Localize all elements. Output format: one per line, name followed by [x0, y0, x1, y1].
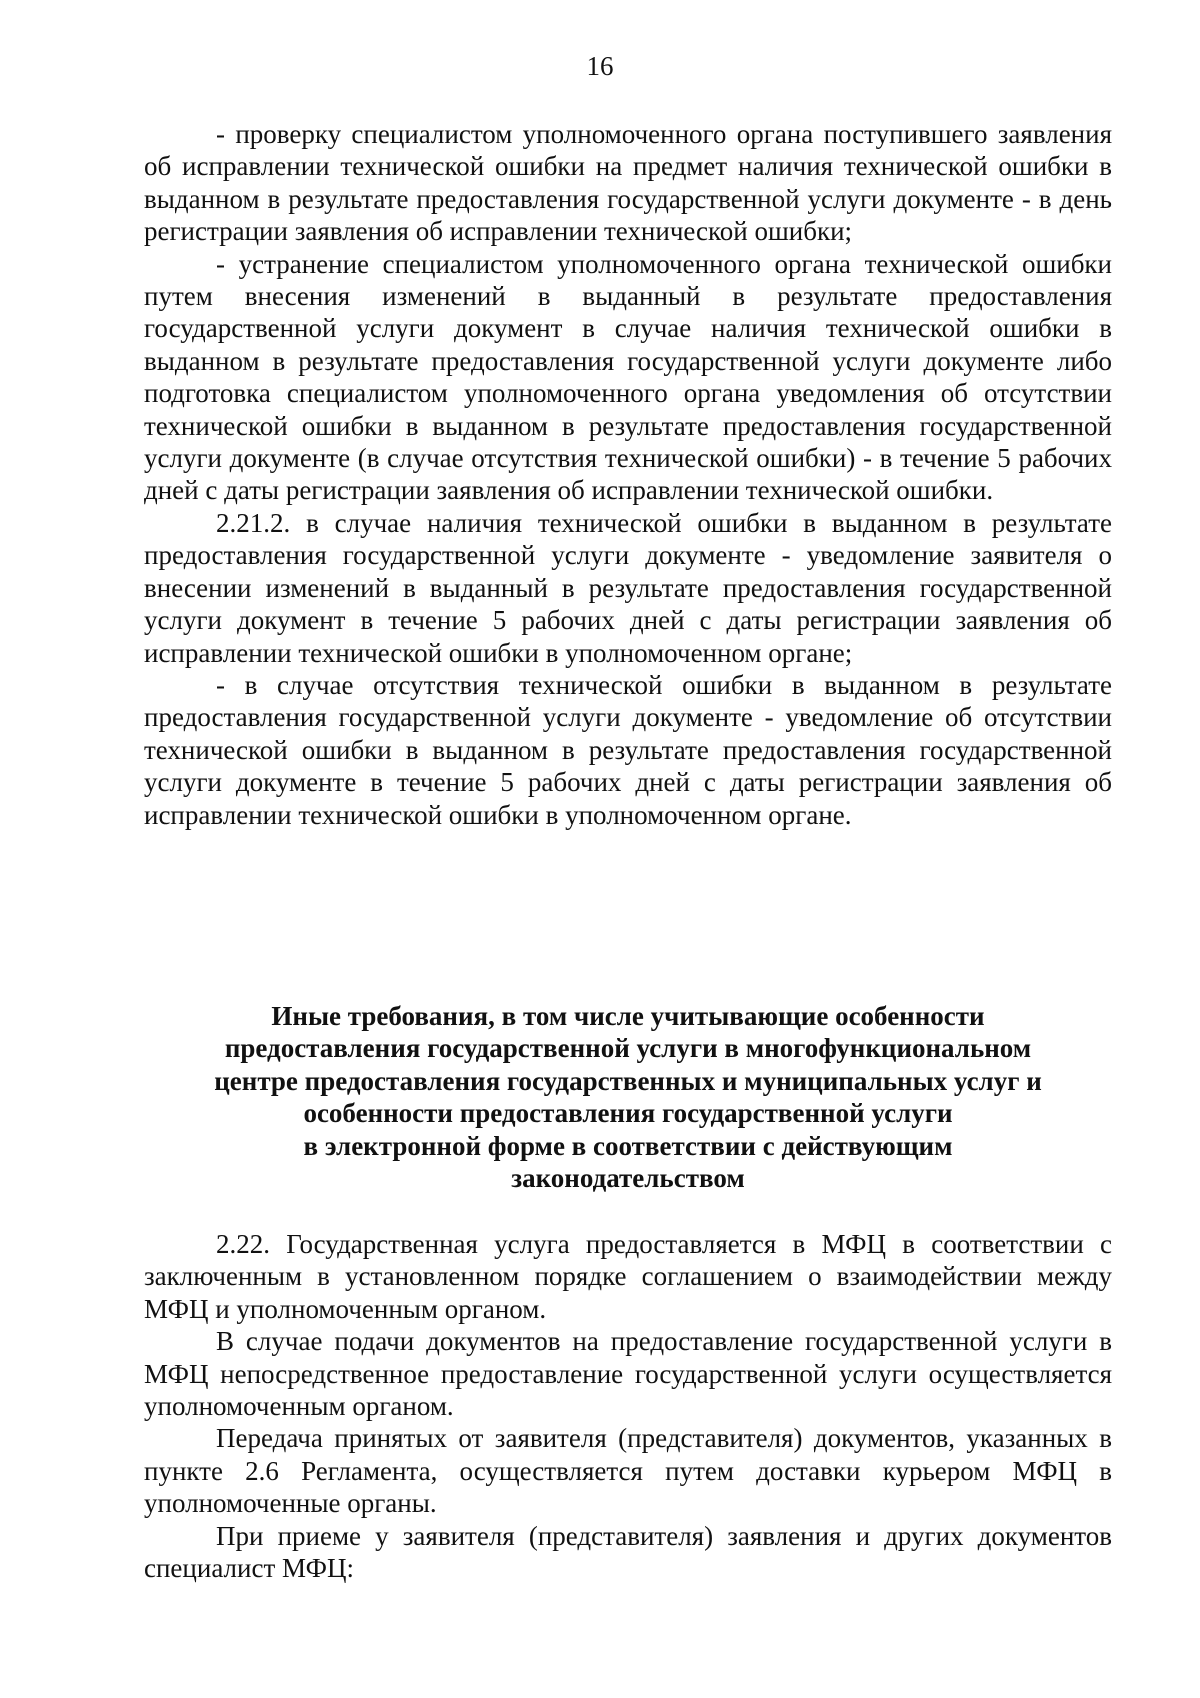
heading-line: законодательством: [511, 1163, 745, 1194]
page-number: 16: [586, 51, 614, 81]
heading-line: в электронной форме в соответствии с действующим: [303, 1130, 953, 1161]
paragraph: 2.21.2. в случае наличия технической ошибки в выданном в результате предоставления государственной услуги документе - уведомление заявителя о внесении изменений в выданный в результате предоставления государственной услуги документ в течение 5 рабочих дней с даты регистрации заявления об исправлении технической ошибки в уполномоченном органе;: [144, 507, 1112, 668]
heading-line: центре предоставления государственных и муниципальных услуг и: [214, 1065, 1042, 1096]
body-text-top: [144, 118, 1112, 831]
heading-line: особенности предоставления государственной услуги: [303, 1098, 953, 1129]
paragraph: 2.22. Государственная услуга предоставляется в МФЦ в соответствии с заключенным в установленном порядке соглашением о взаимодействии между МФЦ и уполномоченным органом.: [144, 1229, 1112, 1324]
heading-line: Иные требования, в том числе учитывающие особенности: [271, 1001, 985, 1031]
paragraph: - в случае отсутствия технической ошибки в выданном в результате предоставления государственной услуги документе - уведомление об отсутствии технической ошибки в выданном в результате предоставления государственной услуги документе в течение 5 рабочих дней с даты регистрации заявления об исправлении технической ошибки в уполномоченном органе.: [144, 669, 1112, 830]
section-heading: [144, 1000, 1112, 1194]
body-text-bottom: [144, 1228, 1112, 1584]
heading-line: предоставления государственной услуги в многофункциональном: [224, 1033, 1032, 1064]
paragraph: - проверку специалистом уполномоченного органа поступившего заявления об исправлении технической ошибки на предмет наличия технической ошибки в выданном в результате предоставления государственной услуги документе - в день регистрации заявления об исправлении технической ошибки;: [144, 119, 1112, 247]
paragraph: Передача принятых от заявителя (представителя) документов, указанных в пункте 2.6 Регламента, осуществляется путем доставки курьером МФЦ в уполномоченные органы.: [144, 1423, 1112, 1519]
paragraph: В случае подачи документов на предоставление государственной услуги в МФЦ непосредственное предоставление государственной услуги осуществляется уполномоченным органом.: [144, 1326, 1112, 1422]
paragraph: - устранение специалистом уполномоченного органа технической ошибки путем внесения изменений в выданный в результате предоставления государственной услуги документ в случае наличия технической ошибки в выданном в результате предоставления государственной услуги документе либо подготовка специалистом уполномоченного органа уведомления об отсутствии технической ошибки в выданном в результате предоставления государственной услуги документе (в случае отсутствия технической ошибки) - в течение 5 рабочих дней с даты регистрации заявления об исправлении технической ошибки.: [144, 248, 1112, 506]
paragraph: При приеме у заявителя (представителя) заявления и других документов специалист МФЦ:: [144, 1520, 1112, 1584]
